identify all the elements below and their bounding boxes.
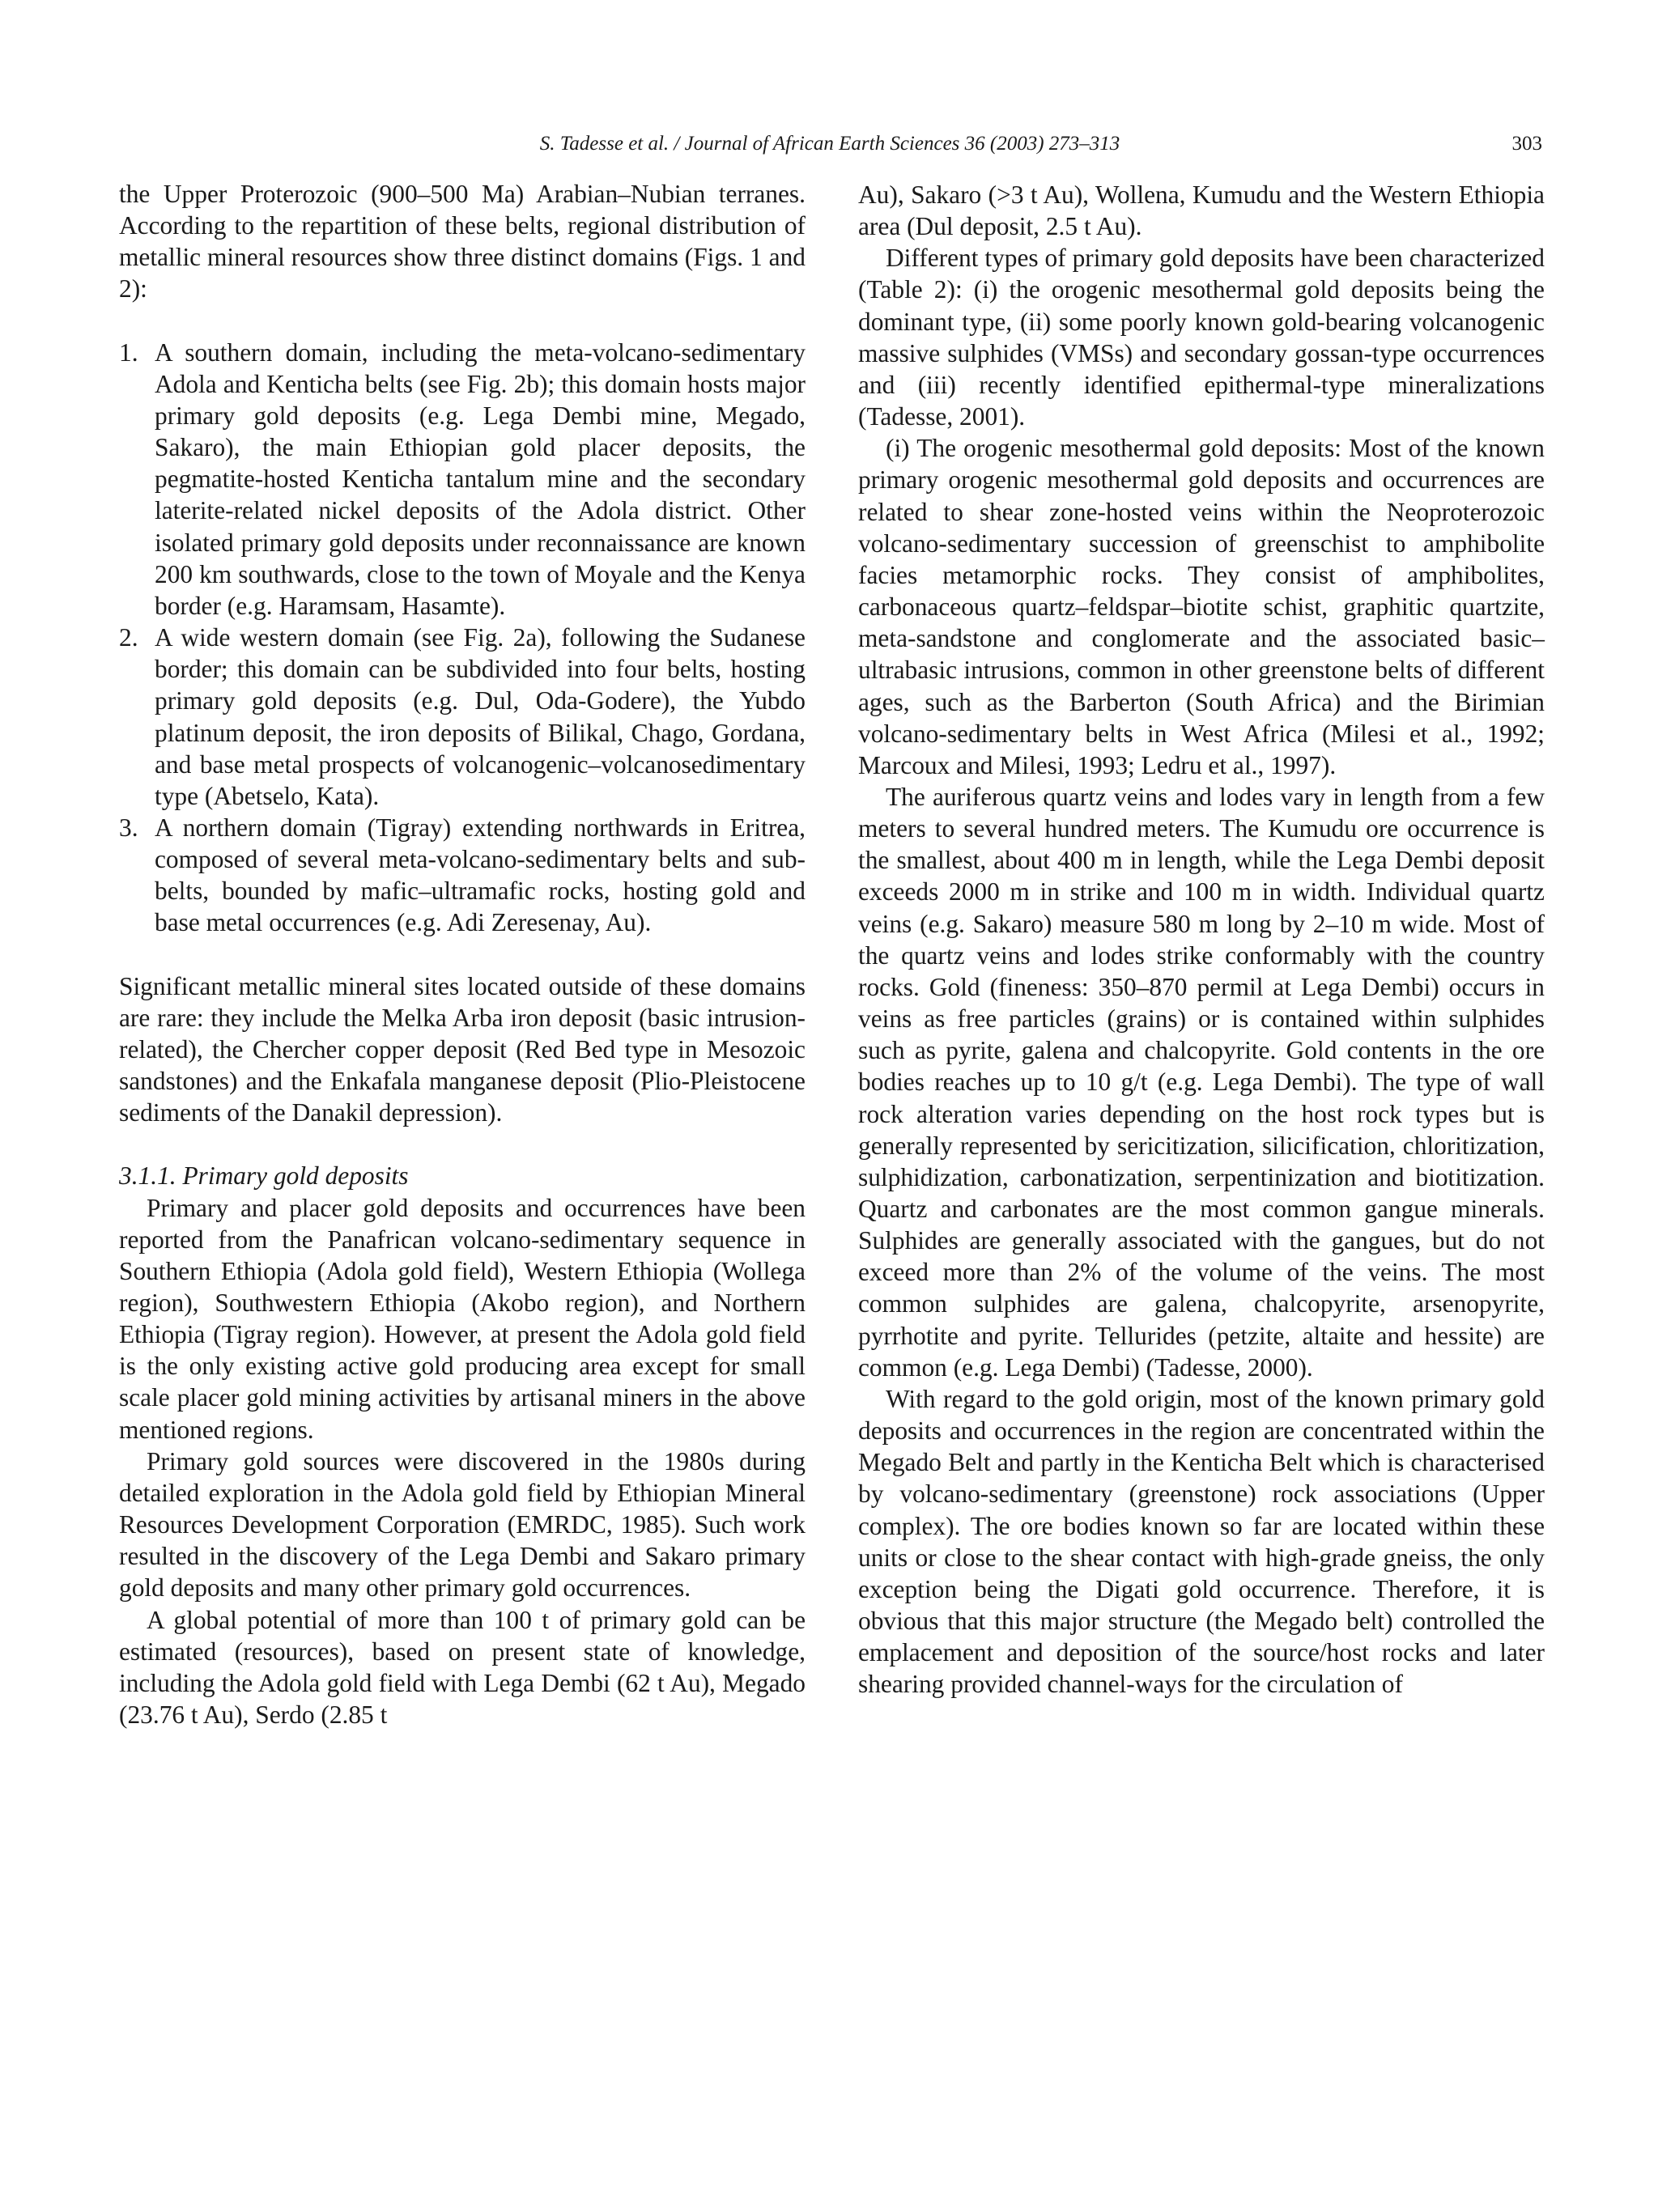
list-number: 2. — [119, 623, 138, 652]
list-item — [119, 622, 806, 812]
body-paragraph: (i) The orogenic mesothermal gold deposits: Most of the known primary orogenic mesothermal gold deposits and occurrences are related to shear zone-hosted veins within the Neoproterozoic volcano-sedimentary succession of greenschist to amphibolite facies metamorphic rocks. They consist of amphibolites, carbonaceous quartz–feldspar–biotite schist, graphitic quartzite, meta-sandstone and conglomerate and the associated basic–ultrabasic intrusions, common in other greenstone belts of different ages, such as the Barberton (South Africa) and the Birimian volcano-sedimentary belts in West Africa (Milesi et al., 1992; Marcoux and Milesi, 1993; Ledru et al., 1997). — [858, 434, 1545, 779]
body-paragraph: Primary and placer gold deposits and occurrences have been reported from the Panafrican volcano-sedimentary sequence in Southern Ethiopia (Adola gold field), Western Ethiopia (Wollega region), Southwestern Ethiopia (Akobo region), and Northern Ethiopia (Tigray region). However, at present the Adola gold field is the only existing active gold producing area except for small scale placer gold mining activities by artisanal miners in the above mentioned regions. — [119, 1193, 806, 1444]
list-number: 1. — [119, 338, 138, 367]
body-paragraph: Different types of primary gold deposits have been characterized (Table 2): (i) the orogenic mesothermal gold deposits being the dominant type, (ii) some poorly known gold-bearing volcanogenic massive sulphides (VMSs) and secondary gossan-type occurrences and (iii) recently identified epithermal-type mineralizations (Tadesse, 2001). — [858, 244, 1545, 431]
domain-list — [119, 337, 806, 939]
list-item — [119, 337, 806, 622]
body-paragraph: With regard to the gold origin, most of the known primary gold deposits and occurrences in the region are concentrated within the Megado Belt and partly in the Kenticha Belt which is characterised by volcano-sedimentary (greenstone) rock associations (Upper complex). The ore bodies known so far are located within these units or close to the shear contact with high-grade gneiss, the only exception being the Digati gold occurrence. Therefore, it is obvious that this major structure (the Megado belt) controlled the emplacement and deposition of the source/host rocks and later shearing provided channel-ways for the circulation of — [858, 1384, 1545, 1699]
body-paragraph: A global potential of more than 100 t of primary gold can be estimated (resources), based on present state of knowledge, including the Adola gold field with Lega Dembi (62 t Au), Megado (23.76 t Au), Serdo (2.85 t — [119, 1605, 806, 1730]
continuation-paragraph: Au), Sakaro (>3 t Au), Wollena, Kumudu and the Western Ethiopia area (Dul deposit, 2.5 t Au). — [858, 180, 1545, 241]
intro-paragraph: the Upper Proterozoic (900–500 Ma) Arabian–Nubian terranes. According to the repartition of these belts, regional distribution of metallic mineral resources show three distinct domains (Figs. 1 and 2): — [119, 180, 806, 304]
outside-sites-paragraph: Significant metallic mineral sites located outside of these domains are rare: they include the Melka Arba iron deposit (basic intrusion-related), the Chercher copper deposit (Red Bed type in Mesozoic sandstones) and the Enkafala manganese deposit (Plio-Pleistocene sediments of the Danakil depression). — [119, 971, 806, 1127]
list-item — [119, 812, 806, 939]
right-column — [858, 179, 1545, 1700]
body-paragraph: The auriferous quartz veins and lodes vary in length from a few meters to several hundred meters. The Kumudu ore occurrence is the smallest, about 400 m in length, while the Lega Dembi deposit exceeds 2000 m in strike and 100 m in width. Individual quartz veins (e.g. Sakaro) measure 580 m long by 2–10 m wide. Most of the quartz veins and lodes strike conformably with the country rocks. Gold (fineness: 350–870 permil at Lega Dembi) occurs in veins as free particles (grains) or is contained within sulphides such as pyrite, galena and chalcopyrite. Gold contents in the ore bodies reaches up to 10 g/t (e.g. Lega Dembi). The type of wall rock alteration varies depending on the host rock types but is generally represented by sericitization, silicification, chloritization, sulphidization, carbonatization, serpentinization and biotitization. Quartz and carbonates are the most common gangue minerals. Sulphides are generally associated with the gangues, but do not exceed more than 2% of the volume of the veins. The most common sulphides are galena, chalcopyrite, arsenopyrite, pyrrhotite and pyrite. Tellurides (petzite, altaite and hessite) are common (e.g. Lega Dembi) (Tadesse, 2000). — [858, 782, 1545, 1382]
body-paragraph: Primary gold sources were discovered in the 1980s during detailed exploration in the Adola gold field by Ethiopian Mineral Resources Development Corporation (EMRDC, 1985). Such work resulted in the discovery of the Lega Dembi and Sakaro primary gold deposits and many other primary gold occurrences. — [119, 1446, 806, 1603]
left-column — [119, 178, 806, 1730]
list-item-text: A northern domain (Tigray) extending northwards in Eritrea, composed of several meta-volcano-sedimentary belts and sub-belts, bounded by mafic–ultramafic rocks, hosting gold and base metal occurrences (e.g. Adi Zeresenay, Au). — [155, 813, 806, 937]
list-item-text: A southern domain, including the meta-volcano-sedimentary Adola and Kenticha belts (see Fig. 2b); this domain hosts major primary gold deposits (e.g. Lega Dembi mine, Megado, Sakaro), the main Ethiopian gold placer deposits, the pegmatite-hosted Kenticha tantalum mine and the secondary laterite-related nickel deposits of the Adola district. Other isolated primary gold deposits under reconnaissance are known 200 km southwards, close to the town of Moyale and the Kenya border (e.g. Haramsam, Hasamte). — [155, 338, 806, 620]
page-number: 303 — [1511, 133, 1542, 155]
running-header — [117, 128, 1542, 160]
running-title: S. Tadesse et al. / Journal of African Earth Sciences 36 (2003) 273–313 — [539, 133, 1120, 155]
list-item-text: A wide western domain (see Fig. 2a), following the Sudanese border; this domain can be subdivided into four belts, hosting primary gold deposits (e.g. Dul, Oda-Godere), the Yubdo platinum deposit, the iron deposits of Bilikal, Chago, Gordana, and base metal prospects of volcanogenic–volcanosedimentary type (Abetselo, Kata). — [155, 623, 806, 810]
list-number: 3. — [119, 813, 138, 842]
section-heading: 3.1.1. Primary gold deposits — [119, 1161, 409, 1191]
